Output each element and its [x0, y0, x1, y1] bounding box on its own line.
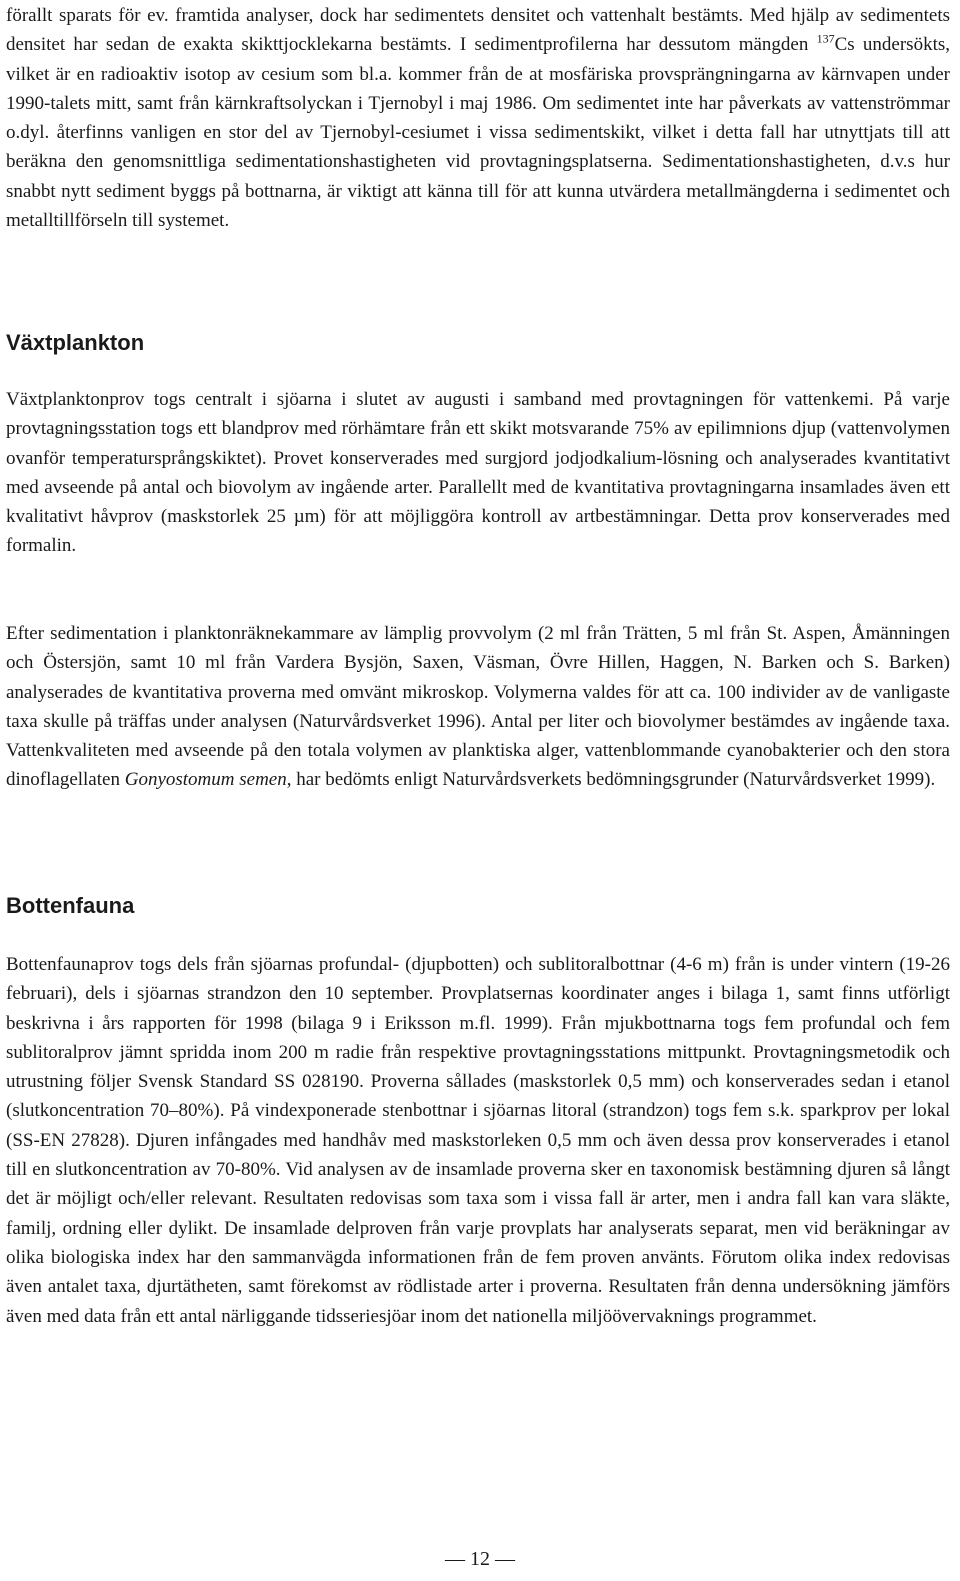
vaxtplankton-para2-text-b: , har bedömts enligt Naturvårdsverkets bedömningsgrunder (Naturvårdsverket 1999). [286, 769, 936, 791]
species-name: Gonyostomum semen [124, 769, 287, 791]
intro-paragraph [6, 1, 950, 235]
intro-text-a: förallt sparats för ev. framtida analyser, dock har sedimentets densitet och vattenhalt bestämts. Med hjälp av sedimentets densitet har sedan de exakta skikttjocklekarna bestämts. I sedimentprofilerna har dessutom mängden [6, 5, 950, 56]
page-number: — 12 — [445, 1548, 515, 1570]
vaxtplankton-paragraph-2 [6, 619, 950, 795]
bottenfauna-paragraph-1: Bottenfaunaprov togs dels från sjöarnas profundal- (djupbotten) och sublitoralbottnar (4-6 m) från is under vintern (19-26 februari), dels i sjöarnas strandzon den 10 september. Provplatsernas koordinater anges i bilaga 1, samt finns utförligt beskrivna i års rapporten för 1998 (bilaga 9 i Eriksson m.fl. 1999). Från mjukbottnarna togs fem profundal och fem sublitoralprov jämnt spridda inom 200 m radie från respektive provtagningsstations mittpunkt. Provtagningsmetodik och utrustning följer Svensk Standard SS 028190. Proverna sållades (maskstorlek 0,5 mm) och konserverades sedan i etanol (slutkoncentration 70–80%). På vindexponerade stenbottnar i sjöarnas litoral (strandzon) togs fem s.k. sparkprov per lokal (SS-EN 27828). Djuren infångades med handhåv med maskstorleken 0,5 mm och även dessa prov konserverades i etanol till en slutkoncentration av 70-80%. Vid analysen av de insamlade proverna sker en taxonomisk bestämning djuren så långt det är möjligt och/eller relevant. Resultaten redovisas som taxa som i vissa fall är arter, men i andra fall kan vara släkte, familj, ordning eller dylikt. De insamlade delproven från varje provplats har analyserats separat, men vid beräkningar av olika biologiska index har den sammanvägda informationen från de fem proven använts. Förutom olika index redovisas även antalet taxa, djurtätheten, samt förekomst av rödlistade arter i proverna. Resultaten från denna undersökning jämförs även med data från ett antal närliggande tidsseriesjöar inom det nationella miljöövervaknings programmet. [6, 954, 950, 1327]
section-heading-vaxtplankton: Växtplankton [6, 330, 145, 355]
section-heading-bottenfauna: Bottenfauna [6, 893, 135, 918]
intro-text-b: Cs undersökts, vilket är en radioaktiv isotop av cesium som bl.a. kommer från de at mosfäriska provsprängningarna av kärnvapen under 1990-talets mitt, samt från kärnkraftsolyckan i Tjernobyl i maj 1986. Om sedimentet inte har påverkats av vattenströmmar o.dyl. återfinns vanligen en stor del av Tjernobyl-cesiumet i vissa sedimentskikt, vilket i detta fall har utnyttjats till att beräkna den genomsnittliga sedimentationshastigheten vid provtagningsplatserna. Sedimentationshastigheten, d.v.s hur snabbt nytt sediment byggs på bottnarna, är viktigt att känna till för att kunna utvärdera metallmängderna i sedimentet och metalltillförseln till systemet. [6, 34, 950, 232]
isotope-mass-superscript: 137 [816, 31, 835, 46]
vaxtplankton-paragraph-1: Växtplanktonprov togs centralt i sjöarna i slutet av augusti i samband med provtagningen för vattenkemi. På varje provtagningsstation togs ett blandprov med rörhämtare från ett skikt motsvarande 75% av epilimnions djup (vattenvolymen ovanför temperatursprångskiktet). Provet konserverades med surgjord jodjodkalium-lösning och analyserades kvantitativt med avseende på antal och biovolym av ingående arter. Parallellt med de kvantitativa provtagningarna insamlades även ett kvalitativt håvprov (maskstorlek 25 µm) för att möjliggöra kontroll av artbestämningar. Detta prov konserverades med formalin. [6, 389, 950, 557]
vaxtplankton-para2-text-a: Efter sedimentation i planktonräknekammare av lämplig provvolym (2 ml från Trätten, 5 ml från St. Aspen, Åmänningen och Östersjön, samt 10 ml från Vardera Bysjön, Saxen, Väsman, Övre Hillen, Haggen, N. Barken och S. Barken) analyserades de kvantitativa proverna med omvänt mikroskop. Volymerna valdes för att ca. 100 individer av de vanligaste taxa skulle på träffas under analysen (Naturvårdsverket 1996). Antal per liter och biovolymer bestämdes av ingående taxa. Vattenkvaliteten med avseende på den totala volymen av planktiska alger, vattenblommande cyanobakterier och den stora dinoflagellaten [6, 623, 950, 791]
